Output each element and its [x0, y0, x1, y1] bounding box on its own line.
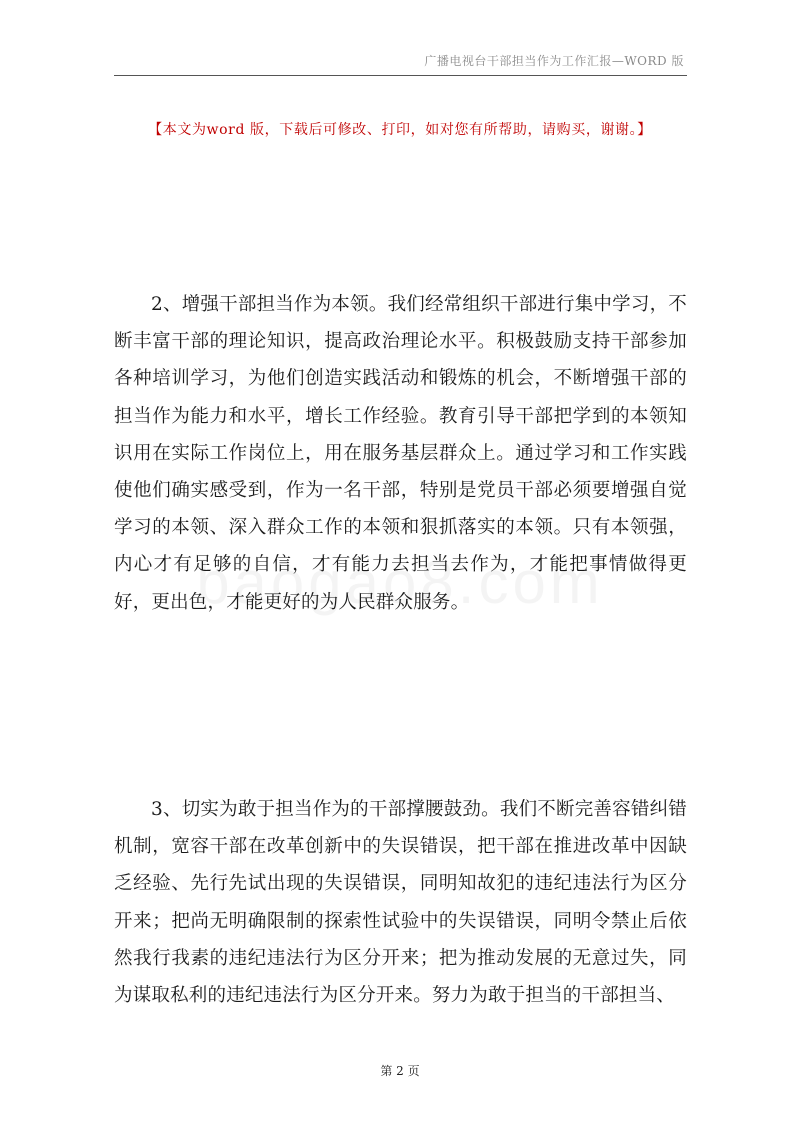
page-number: 第 2 页: [380, 1064, 420, 1078]
header-divider: [114, 75, 687, 76]
paragraph-3: 3、切实为敢于担当作为的干部撑腰鼓劲。我们不断完善容错纠错机制，宽容干部在改革创新中的失误错误，把干部在推进改革中因缺乏经验、先行先试出现的失误错误，同明知故犯的违纪违法行为区分开来；把尚无明确限制的探索性试验中的失误错误，同明令禁止后依然我行我素的违纪违法行为区分开来；把为推动发展的无意过失，同为谋取私利的违纪违法行为区分开来。努力为敢于担当的干部担当、: [114, 799, 687, 1007]
document-header-title: 广播电视台干部担当作为工作汇报—WORD 版: [424, 54, 684, 68]
download-notice: 【本文为word 版，下载后可修改、打印，如对您有所帮助，请购买，谢谢。】: [148, 122, 652, 138]
paragraph-2: 2、增强干部担当作为本领。我们经常组织干部进行集中学习，不断丰富干部的理论知识，提高政治理论水平。积极鼓励支持干部参加各种培训学习，为他们创造实践活动和锻炼的机会，不断增强干部的担当作为能力和水平，增长工作经验。教育引导干部把学到的本领知识用在实际工作岗位上，用在服务基层群众上。通过学习和工作实践使他们确实感受到，作为一名干部，特别是党员干部必须要增强自觉学习的本领、深入群众工作的本领和狠抓落实的本领。只有本领强，内心才有足够的自信，才有能力去担当去作为，才能把事情做得更好，更出色，才能更好的为人民群众服务。: [114, 294, 687, 613]
